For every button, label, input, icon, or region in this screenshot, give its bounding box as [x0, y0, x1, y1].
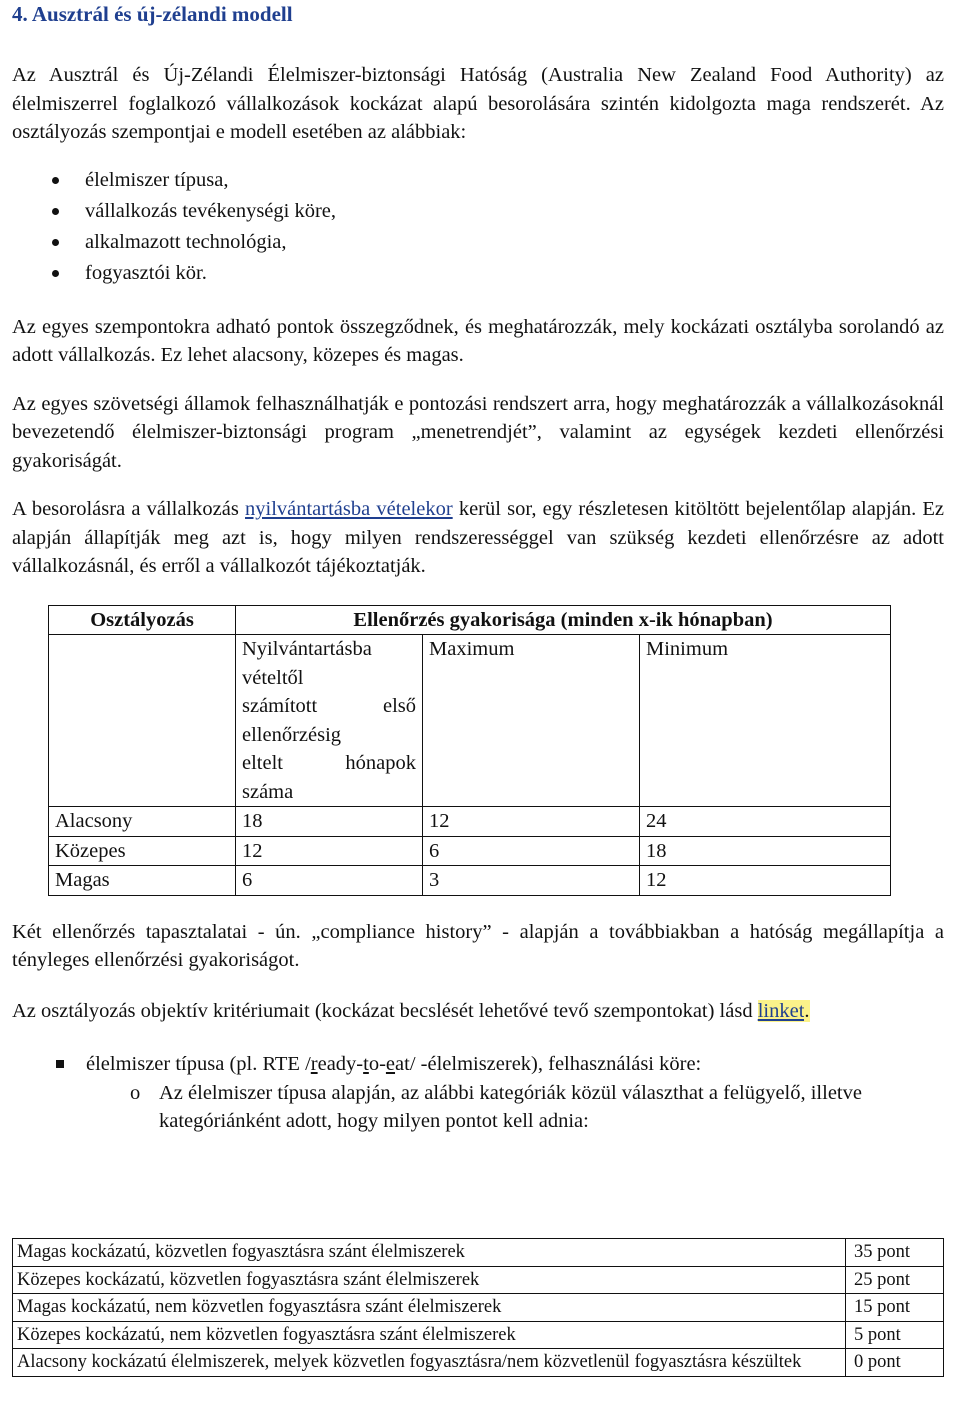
criteria-link[interactable]: linket — [757, 999, 805, 1022]
text-run: o- — [368, 1053, 386, 1075]
text-run: r — [310, 1053, 318, 1075]
section-title: Ausztrál és új-zélandi modell — [31, 2, 293, 26]
points-table — [12, 1238, 944, 1377]
table-cell: 12 — [236, 836, 423, 866]
text-run: / -élelmiszerek), felhasználási köre: — [409, 1053, 702, 1075]
history-paragraph: Két ellenőrzés tapasztalatai - ún. „compliance history” - alapján a továbbiakban a hatóság megállapítja a tényleges ellenőrzési gyakoriságot. — [12, 920, 944, 971]
table-cell: 18 — [640, 836, 891, 866]
table-cell: 24 — [640, 807, 891, 837]
text-run: . — [804, 999, 810, 1022]
header-line: Nyilvántartásba — [242, 638, 372, 660]
table-cell: Közepes — [49, 836, 236, 866]
table-cell: 18 — [236, 807, 423, 837]
table-cell — [49, 635, 236, 807]
registration-link[interactable]: nyilvántartásba vételekor — [245, 498, 453, 520]
table-row — [49, 807, 891, 837]
register-paragraph — [12, 495, 944, 581]
header-line: számított első — [242, 695, 416, 717]
table-cell: 12 — [640, 866, 891, 896]
table-header-min: Minimum — [640, 635, 891, 807]
intro-paragraph: Az Ausztrál és Új-Zélandi Élelmiszer-biztonsági Hatóság (Australia New Zealand Food Authority) az élelmiszerrel foglalkozó vállalkozások kockázat alapú besorolására szintén kidolgozta maga rendszerét. Az osztályozás szempontjai e modell esetében az alábbiak: — [12, 64, 944, 143]
table-cell: 15 pont — [846, 1294, 944, 1322]
text-run: élelmiszer típusa (pl. RTE / — [86, 1053, 311, 1075]
text-run: kerül sor, egy részletesen kitöltött bejelentőlap alapján. Ez alapján állapítják meg azt is, hogy milyen rendszerességgel van szükség kezdeti ellenőrzésre az adott vállalkozásnál, és erről a vállalkozót tájékoztatják. — [12, 498, 945, 577]
table-cell: Magas — [49, 866, 236, 896]
states-paragraph: Az egyes szövetségi államok felhasználhatják e pontozási rendszert arra, hogy meghatározzák a vállalkozásoknál bevezetendő élelmiszer-biztonsági program „menetrendjét”, valamint az egységek kezdeti ellenőrzési gyakoriságát. — [12, 392, 944, 472]
table-cell: Alacsony — [49, 807, 236, 837]
criteria-link-paragraph — [12, 997, 944, 1026]
table-header-frequency: Ellenőrzés gyakorisága (minden x-ik hónapban) — [236, 605, 891, 635]
list-item: alkalmazott technológia, — [12, 227, 944, 258]
table-cell: 0 pont — [846, 1349, 944, 1377]
food-type-item — [12, 1050, 944, 1079]
header-line: ellenőrzésig — [242, 723, 342, 746]
header-line: száma — [242, 780, 294, 803]
text-run: Az osztályozás objektív kritériumait (kockázat becslését lehetővé tevő szempontokat) lásd — [12, 999, 758, 1022]
table-row — [49, 836, 891, 866]
text-run: Az élelmiszer típusa alapján, az alábbi kategóriák közül választhat a felügyelő, illetve kategóriánként adott, hogy milyen pontot kell adnia: — [159, 1081, 862, 1132]
table-row — [13, 1349, 944, 1377]
table-row — [13, 1266, 944, 1294]
text-run: A besorolásra a vállalkozás — [12, 498, 245, 520]
table-cell: Alacsony kockázatú élelmiszerek, melyek közvetlen fogyasztásra/nem közvetlenül fogyasztásra készültek — [13, 1349, 846, 1377]
header-line: vételtől — [242, 666, 304, 689]
list-item: fogyasztói kör. — [12, 258, 944, 289]
table-cell: Közepes kockázatú, közvetlen fogyasztásra szánt élelmiszerek — [13, 1266, 846, 1294]
table-cell: 35 pont — [846, 1239, 944, 1267]
table-cell: 6 — [236, 866, 423, 896]
table-cell: Közepes kockázatú, nem közvetlen fogyasztásra szánt élelmiszerek — [13, 1321, 846, 1349]
frequency-table — [48, 605, 891, 896]
header-line: eltelt hónapok — [242, 752, 416, 774]
table-cell: 3 — [423, 866, 640, 896]
table-cell: 5 pont — [846, 1321, 944, 1349]
section-number: 4. — [12, 2, 28, 26]
table-header-class: Osztályozás — [49, 605, 236, 635]
table-cell: 25 pont — [846, 1266, 944, 1294]
text-run: at — [395, 1053, 410, 1075]
list-item: élelmiszer típusa, — [12, 165, 944, 196]
table-cell: Magas kockázatú, közvetlen fogyasztásra szánt élelmiszerek — [13, 1239, 846, 1267]
table-row — [13, 1239, 944, 1267]
table-cell: Magas kockázatú, nem közvetlen fogyasztásra szánt élelmiszerek — [13, 1294, 846, 1322]
text-run: eady- — [317, 1053, 364, 1075]
table-header-months — [236, 635, 423, 807]
list-item: vállalkozás tevékenységi köre, — [12, 196, 944, 227]
table-cell: 12 — [423, 807, 640, 837]
food-type-subitem — [12, 1079, 944, 1136]
table-row — [13, 1294, 944, 1322]
text-run: t — [363, 1053, 369, 1075]
points-paragraph: Az egyes szempontokra adható pontok összegződnek, és meghatározzák, mely kockázati osztályba sorolandó az adott vállalkozás. Ez lehet alacsony, közepes és magas. — [12, 315, 944, 366]
section-heading — [12, 0, 944, 27]
text-run: e — [385, 1053, 396, 1075]
criteria-list — [12, 165, 944, 289]
table-cell: 6 — [423, 836, 640, 866]
document-page — [12, 0, 945, 1372]
table-header-max: Maximum — [423, 635, 640, 807]
list-marker: o — [130, 1081, 141, 1104]
table-row — [13, 1321, 944, 1349]
table-row — [49, 866, 891, 896]
